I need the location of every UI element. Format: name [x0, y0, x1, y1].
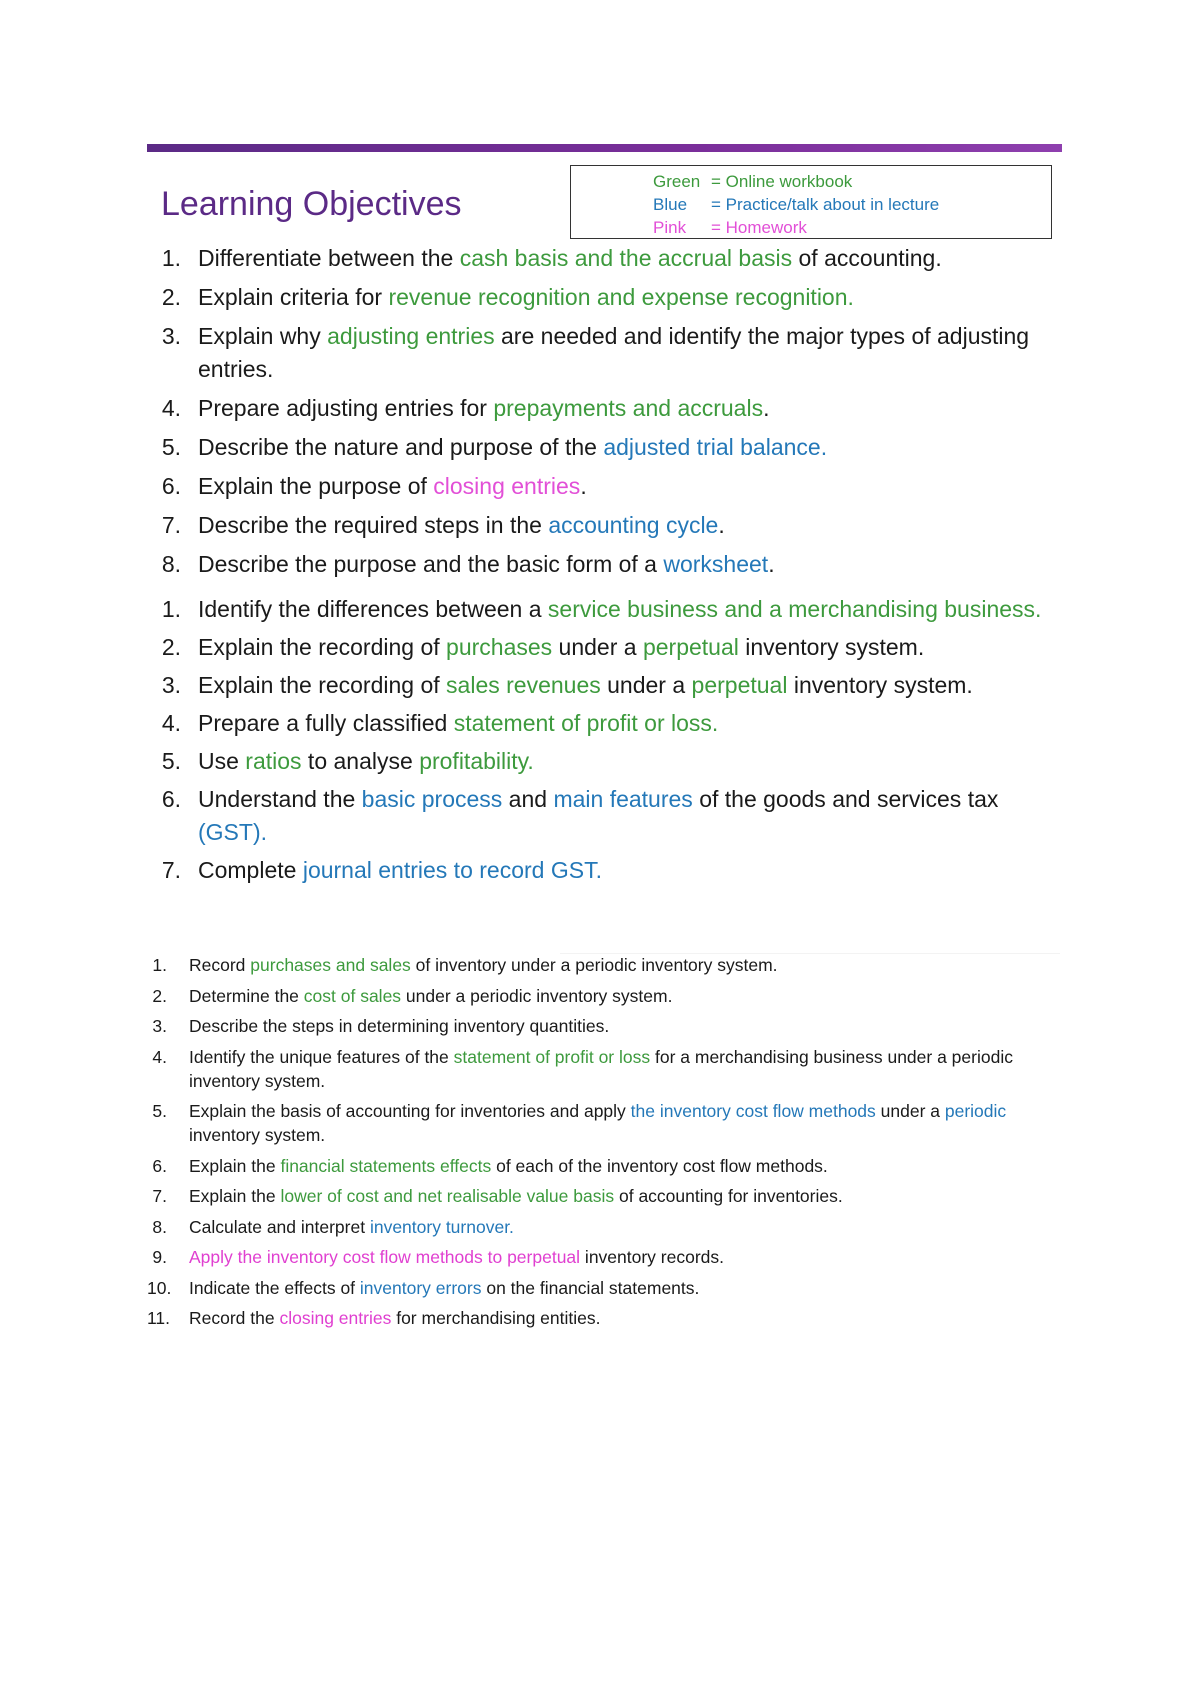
- item-text: Record the: [189, 1308, 280, 1328]
- objectives-list-inventories: [147, 953, 1047, 1337]
- objective-item: [147, 1245, 1047, 1269]
- item-number: 1.: [152, 955, 167, 975]
- item-text: Describe the required steps in the: [198, 512, 549, 538]
- highlighted-text: closing entries: [279, 1308, 392, 1328]
- item-text: Describe the nature and purpose of the: [198, 434, 604, 460]
- highlighted-text: statement of profit or loss: [453, 1046, 651, 1067]
- objective-item: [161, 593, 1061, 626]
- item-number: 2.: [161, 634, 181, 660]
- item-number: 5.: [161, 748, 181, 774]
- objective-item: [161, 281, 1061, 314]
- item-text: Explain the recording of: [198, 634, 447, 660]
- item-number: 6.: [161, 786, 181, 812]
- highlighted-text: adjusted trial balance.: [603, 434, 828, 460]
- item-text: of the goods and services tax: [692, 786, 999, 812]
- item-text: under a: [552, 634, 643, 660]
- objective-item: [161, 707, 1061, 740]
- item-text: .: [768, 551, 775, 577]
- item-text: for merchandising entities.: [391, 1308, 601, 1328]
- legend-pink: [653, 216, 1051, 239]
- item-text: and: [502, 786, 554, 812]
- highlighted-text: periodic: [944, 1101, 1007, 1121]
- objective-item: [147, 1014, 1047, 1038]
- item-text: .: [718, 512, 725, 538]
- item-text: Record: [189, 955, 251, 975]
- objective-item: [147, 1215, 1047, 1239]
- item-text: Differentiate between the: [198, 245, 460, 271]
- item-text: Explain the: [189, 1155, 281, 1176]
- objective-item: [161, 242, 1061, 275]
- item-text: Identify the unique features of the: [189, 1046, 454, 1067]
- objective-item: [147, 1045, 1047, 1093]
- item-number: 6.: [161, 473, 181, 499]
- item-number: 2.: [152, 985, 167, 1006]
- item-text: Explain the: [189, 1186, 281, 1206]
- legend-text: = Practice/talk about in lecture: [711, 195, 940, 214]
- item-text: on the financial statements.: [481, 1277, 700, 1298]
- item-number: 1.: [161, 245, 181, 271]
- item-text: under a periodic inventory system.: [401, 985, 673, 1006]
- highlighted-text: adjusting entries: [327, 323, 495, 349]
- objective-item: [161, 669, 1061, 702]
- highlighted-text: purchases: [446, 634, 553, 660]
- item-text: Explain criteria for: [198, 284, 389, 310]
- highlighted-text: journal entries to record GST.: [302, 857, 602, 883]
- page-title: Learning Objectives: [161, 185, 462, 223]
- objective-item: [161, 854, 1061, 887]
- item-number: 6.: [152, 1155, 167, 1176]
- item-text: inventory system.: [189, 1125, 326, 1145]
- objective-item: [161, 548, 1061, 581]
- objective-item: [161, 631, 1061, 664]
- legend-blue: [653, 193, 1051, 216]
- item-number: 1.: [161, 596, 181, 622]
- item-text: Understand the: [198, 786, 362, 812]
- objectives-list-merchandising: [161, 593, 1061, 892]
- objective-item: [147, 984, 1047, 1008]
- highlighted-text: inventory errors: [359, 1277, 482, 1298]
- objective-item: [147, 1306, 1047, 1330]
- objective-item: [147, 953, 1047, 977]
- highlighted-text: service business and a merchandising business.: [547, 596, 1042, 622]
- highlighted-text: cost of sales: [303, 985, 402, 1006]
- item-text: Describe the steps in determining inventory quantities.: [189, 1016, 610, 1036]
- objective-item: [147, 1099, 1047, 1147]
- item-number: 3.: [152, 1016, 167, 1036]
- item-text: under a: [600, 672, 692, 698]
- item-text: inventory system.: [787, 672, 973, 698]
- objective-item: [161, 320, 1061, 386]
- item-text: for a merchandising business under a periodic inventory system.: [189, 1046, 1013, 1091]
- header-rule: [147, 144, 1062, 152]
- item-text: are needed and identify the major types of adjusting entries.: [198, 323, 1030, 382]
- item-text: of accounting for inventories.: [614, 1186, 843, 1206]
- objective-item: [161, 509, 1061, 542]
- legend-green: [653, 170, 1051, 193]
- item-text: Explain why: [198, 323, 328, 349]
- objectives-list-accounting-cycle: [161, 242, 1061, 587]
- item-text: of each of the inventory cost flow methods.: [491, 1155, 828, 1176]
- item-number: 5.: [152, 1101, 167, 1121]
- objective-item: [161, 392, 1061, 425]
- highlighted-text: statement of profit or loss.: [453, 710, 719, 736]
- legend-text: = Online workbook: [711, 172, 853, 191]
- item-text: .: [763, 395, 770, 421]
- highlighted-text: purchases and sales: [250, 955, 411, 975]
- legend-key: Blue: [653, 195, 688, 214]
- item-number: 7.: [161, 512, 181, 538]
- item-text: Prepare a fully classified: [198, 710, 454, 736]
- highlighted-text: basic process: [361, 786, 503, 812]
- highlighted-text: prepayments and accruals: [493, 395, 764, 421]
- objective-item: [161, 745, 1061, 778]
- item-text: Indicate the effects of: [189, 1277, 360, 1298]
- item-number: 3.: [161, 672, 181, 698]
- item-text: Explain the basis of accounting for inventories and apply: [189, 1101, 631, 1121]
- item-number: 4.: [152, 1046, 167, 1067]
- item-number: 10.: [147, 1277, 172, 1298]
- item-text: Explain the recording of: [198, 672, 447, 698]
- item-number: 2.: [161, 284, 181, 310]
- objective-item: [147, 1184, 1047, 1208]
- item-text: under a: [875, 1101, 945, 1121]
- item-text: Calculate and interpret: [189, 1216, 370, 1237]
- highlighted-text: ratios: [245, 748, 302, 774]
- highlighted-text: Apply the inventory cost flow methods to perpetual: [189, 1247, 581, 1267]
- highlighted-text: perpetual: [691, 672, 788, 698]
- item-number: 3.: [161, 323, 181, 349]
- item-text: Identify the differences between a: [198, 596, 548, 622]
- item-number: 8.: [152, 1216, 167, 1237]
- item-text: .: [580, 473, 587, 499]
- highlighted-text: financial statements effects: [280, 1155, 492, 1176]
- item-text: Explain the purpose of: [198, 473, 434, 499]
- item-text: of inventory under a periodic inventory system.: [410, 955, 778, 975]
- objective-item: [161, 470, 1061, 503]
- item-number: 5.: [161, 434, 181, 460]
- legend-key: Pink: [653, 218, 687, 237]
- objective-item: [147, 1276, 1047, 1300]
- highlighted-text: closing entries: [433, 473, 581, 499]
- highlighted-text: cash basis and the accrual basis: [459, 245, 793, 271]
- color-legend: [570, 165, 1052, 239]
- item-text: inventory system.: [738, 634, 925, 660]
- item-text: Complete: [198, 857, 303, 883]
- legend-text: = Homework: [711, 218, 807, 237]
- item-number: 7.: [152, 1186, 167, 1206]
- item-text: of accounting.: [792, 245, 942, 271]
- objective-item: [147, 1154, 1047, 1178]
- highlighted-text: revenue recognition and expense recognition.: [388, 284, 854, 310]
- item-number: 7.: [161, 857, 181, 883]
- item-text: Determine the: [189, 985, 304, 1006]
- highlighted-text: lower of cost and net realisable value basis: [280, 1186, 615, 1206]
- legend-key: Green: [653, 172, 701, 191]
- highlighted-text: worksheet: [663, 551, 769, 577]
- highlighted-text: accounting cycle: [548, 512, 719, 538]
- item-number: 9.: [152, 1247, 167, 1267]
- item-text: Describe the purpose and the basic form of a: [198, 551, 664, 577]
- highlighted-text: sales revenues: [446, 672, 601, 698]
- highlighted-text: the inventory cost flow methods: [630, 1101, 876, 1121]
- item-number: 8.: [161, 551, 181, 577]
- objective-item: [161, 431, 1061, 464]
- objective-item: [161, 783, 1061, 849]
- item-text: Prepare adjusting entries for: [198, 395, 494, 421]
- item-number: 4.: [161, 395, 181, 421]
- highlighted-text: main features: [553, 786, 693, 812]
- highlighted-text: perpetual: [642, 634, 739, 660]
- item-text: to analyse: [301, 748, 420, 774]
- highlighted-text: inventory turnover.: [369, 1216, 514, 1237]
- item-text: Use: [198, 748, 246, 774]
- highlighted-text: profitability.: [419, 748, 534, 774]
- item-number: 11.: [147, 1308, 171, 1328]
- item-number: 4.: [161, 710, 181, 736]
- item-text: inventory records.: [580, 1247, 725, 1267]
- highlighted-text: (GST).: [198, 819, 267, 845]
